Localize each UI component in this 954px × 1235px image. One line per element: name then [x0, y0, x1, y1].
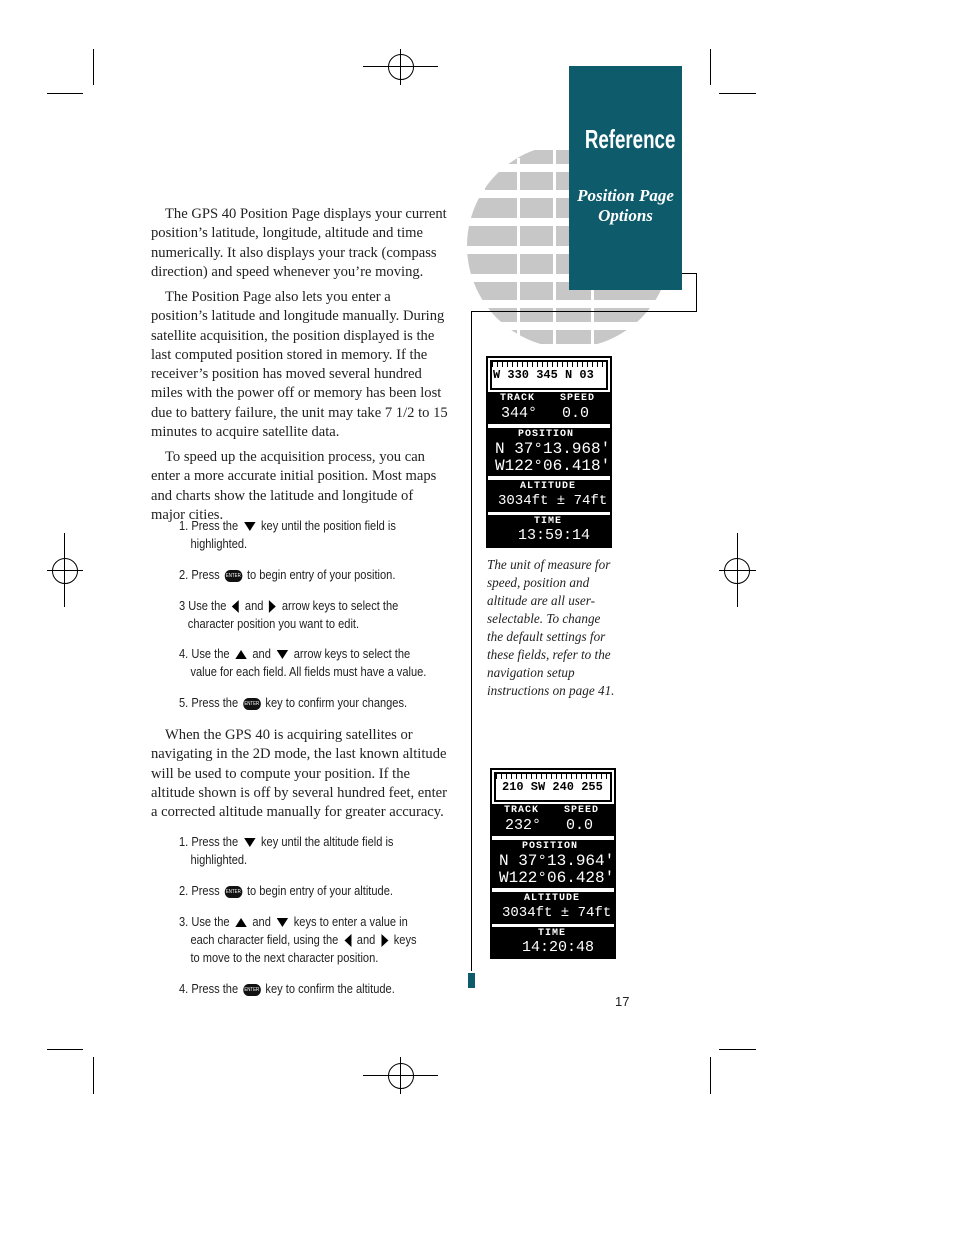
column-marker — [468, 973, 475, 988]
position-page-screen-1 — [486, 356, 612, 548]
enter-key-icon: ENTER — [224, 886, 242, 898]
right-arrow-icon — [381, 934, 388, 947]
step-text: character position you want to edit. — [187, 617, 360, 631]
step-text: key to confirm your changes. — [265, 696, 408, 710]
step-text: 2. Press — [179, 568, 220, 582]
step-2 — [179, 566, 395, 584]
track-label: TRACK — [504, 805, 540, 816]
down-arrow-icon — [277, 918, 288, 927]
subtitle-line: Position Page — [577, 186, 674, 205]
page-number: 17 — [615, 994, 630, 1009]
step-text: 1. Press the — [179, 519, 239, 533]
enter-key-icon: ENTER — [243, 698, 261, 710]
step-text: 1. Press the — [179, 835, 239, 849]
step-text: 2. Press — [179, 884, 220, 898]
speed-label: SPEED — [560, 393, 596, 404]
longitude-value: W122°06.428' — [499, 869, 615, 887]
step-text: arrow keys to select the — [293, 647, 411, 661]
column-rule — [471, 311, 472, 971]
step-text: and — [252, 915, 271, 929]
alt-step-1 — [179, 833, 393, 869]
compass-ticks — [496, 774, 610, 779]
time-label: TIME — [534, 516, 563, 527]
connector-line — [471, 311, 697, 312]
step-text: and — [244, 599, 264, 613]
position-page-screen-2 — [490, 768, 616, 959]
crop-mark — [710, 49, 711, 85]
altitude-label: ALTITUDE — [520, 481, 577, 492]
step-text: key to confirm the altitude. — [265, 982, 395, 996]
time-label: TIME — [538, 928, 567, 939]
step-text: value for each field. All fields must have a value. — [190, 665, 427, 679]
crop-mark — [710, 1057, 711, 1094]
step-text: 4. Press the — [179, 982, 239, 996]
track-value: 232° — [505, 817, 542, 834]
left-arrow-icon — [344, 934, 351, 947]
speed-value: 0.0 — [566, 817, 594, 834]
down-arrow-icon — [277, 650, 288, 659]
step-text: key until the position field is — [261, 519, 396, 533]
paragraph-text: The GPS 40 Position Page displays your current position’s latitude, longitude, altitude and time numerically. It also displays your track (compass direction) and speed whenever you’re moving. — [151, 206, 447, 280]
compass-strip — [494, 772, 612, 802]
registration-mark — [724, 558, 750, 584]
up-arrow-icon — [235, 918, 246, 927]
step-text: keys — [393, 933, 417, 947]
step-text: each character field, using the — [190, 933, 339, 947]
position-band — [488, 428, 610, 476]
step-5 — [179, 694, 407, 712]
time-band — [488, 515, 610, 546]
compass-strip — [490, 360, 608, 390]
step-4 — [179, 645, 426, 681]
registration-mark — [388, 54, 414, 80]
paragraph-text: The Position Page also lets you enter a position’s latitude and longitude manually. During satellite acquisition, the position displayed is the last computed position stored in memory. If the receiver’s position has moved several hundred miles with the power off or memory has been lost due to battery failure, the unit may take 7 1/2 to 15 minutes to acquire satellite data. — [151, 289, 448, 441]
position-band — [492, 840, 614, 888]
step-text: 3. Use the — [179, 915, 230, 929]
registration-mark — [52, 558, 78, 584]
latitude-value: N 37°13.964' — [499, 852, 615, 870]
down-arrow-icon — [244, 522, 255, 531]
subtitle-line: Options — [598, 206, 653, 225]
right-arrow-icon — [269, 600, 276, 613]
compass-ticks — [492, 362, 606, 367]
track-speed-band — [488, 392, 610, 424]
section-title: Reference — [584, 124, 676, 154]
down-arrow-icon — [244, 838, 255, 847]
step-text: and — [252, 647, 271, 661]
paragraph-text: To speed up the acquisition process, you can enter a more accurate initial position. Most maps and charts show the latitude and longitude of major cities. — [151, 449, 437, 523]
figure-caption: The unit of measure for speed, position and altitude are all user-selectable. To change the default settings for these fields, refer to the navigation setup instructions on page 41. — [487, 557, 615, 698]
track-value: 344° — [501, 405, 538, 422]
step-text: arrow keys to select the — [281, 599, 399, 613]
intro-paragraph — [151, 205, 449, 282]
altitude-label: ALTITUDE — [524, 893, 581, 904]
crop-mark — [93, 1057, 94, 1094]
latitude-value: N 37°13.968' — [495, 440, 611, 458]
section-subtitle — [569, 186, 682, 226]
altitude-band — [488, 480, 610, 512]
step-text: key until the altitude field is — [261, 835, 394, 849]
time-value: 14:20:48 — [522, 939, 595, 956]
position-label: POSITION — [518, 429, 575, 440]
step-text: 3 Use the — [179, 599, 227, 613]
speed-value: 0.0 — [562, 405, 590, 422]
enter-key-icon: ENTER — [243, 984, 261, 996]
step-text: 4. Use the — [179, 647, 230, 661]
longitude-value: W122°06.418' — [495, 457, 611, 475]
registration-mark — [388, 1063, 414, 1089]
compass-readout: W 330 345 N 03 — [493, 368, 594, 382]
altitude-value: 3034ft ± 74ft — [498, 493, 608, 509]
alt-step-4 — [179, 980, 395, 998]
time-band — [492, 927, 614, 957]
speed-label: SPEED — [564, 805, 600, 816]
crop-mark — [719, 93, 756, 94]
step-text: highlighted. — [190, 537, 248, 551]
up-arrow-icon — [235, 650, 246, 659]
track-label: TRACK — [500, 393, 536, 404]
position-label: POSITION — [522, 841, 579, 852]
left-arrow-icon — [232, 600, 239, 613]
step-text: to begin entry of your position. — [246, 568, 396, 582]
step-1 — [179, 517, 396, 553]
alt-step-2 — [179, 882, 393, 900]
speedup-paragraph — [151, 448, 449, 525]
connector-line — [682, 273, 696, 274]
step-text: keys to enter a value in — [293, 915, 408, 929]
paragraph-text: When the GPS 40 is acquiring satellites or navigating in the 2D mode, the last known altitude will be used to compute your position. If the altitude shown is off by several hundred feet, enter a corrected altitude manually for greater accuracy. — [151, 727, 447, 821]
altitude-value: 3034ft ± 74ft — [502, 905, 612, 921]
enter-key-icon: ENTER — [224, 570, 242, 582]
step-text: highlighted. — [190, 853, 248, 867]
step-text: to move to the next character position. — [190, 951, 379, 965]
step-3 — [179, 597, 398, 633]
connector-line — [696, 273, 697, 311]
crop-mark — [47, 1049, 83, 1050]
step-text: 5. Press the — [179, 696, 239, 710]
track-speed-band — [492, 804, 614, 836]
alt-step-3 — [179, 913, 417, 967]
altitude-band — [492, 892, 614, 924]
crop-mark — [719, 1049, 756, 1050]
step-text: to begin entry of your altitude. — [246, 884, 393, 898]
compass-readout: 210 SW 240 255 — [502, 780, 603, 794]
acquisition-paragraph — [151, 288, 449, 442]
step-text: and — [356, 933, 376, 947]
altitude-paragraph — [151, 726, 449, 822]
crop-mark — [93, 49, 94, 85]
time-value: 13:59:14 — [518, 527, 591, 544]
section-tab — [569, 66, 682, 290]
crop-mark — [47, 93, 83, 94]
